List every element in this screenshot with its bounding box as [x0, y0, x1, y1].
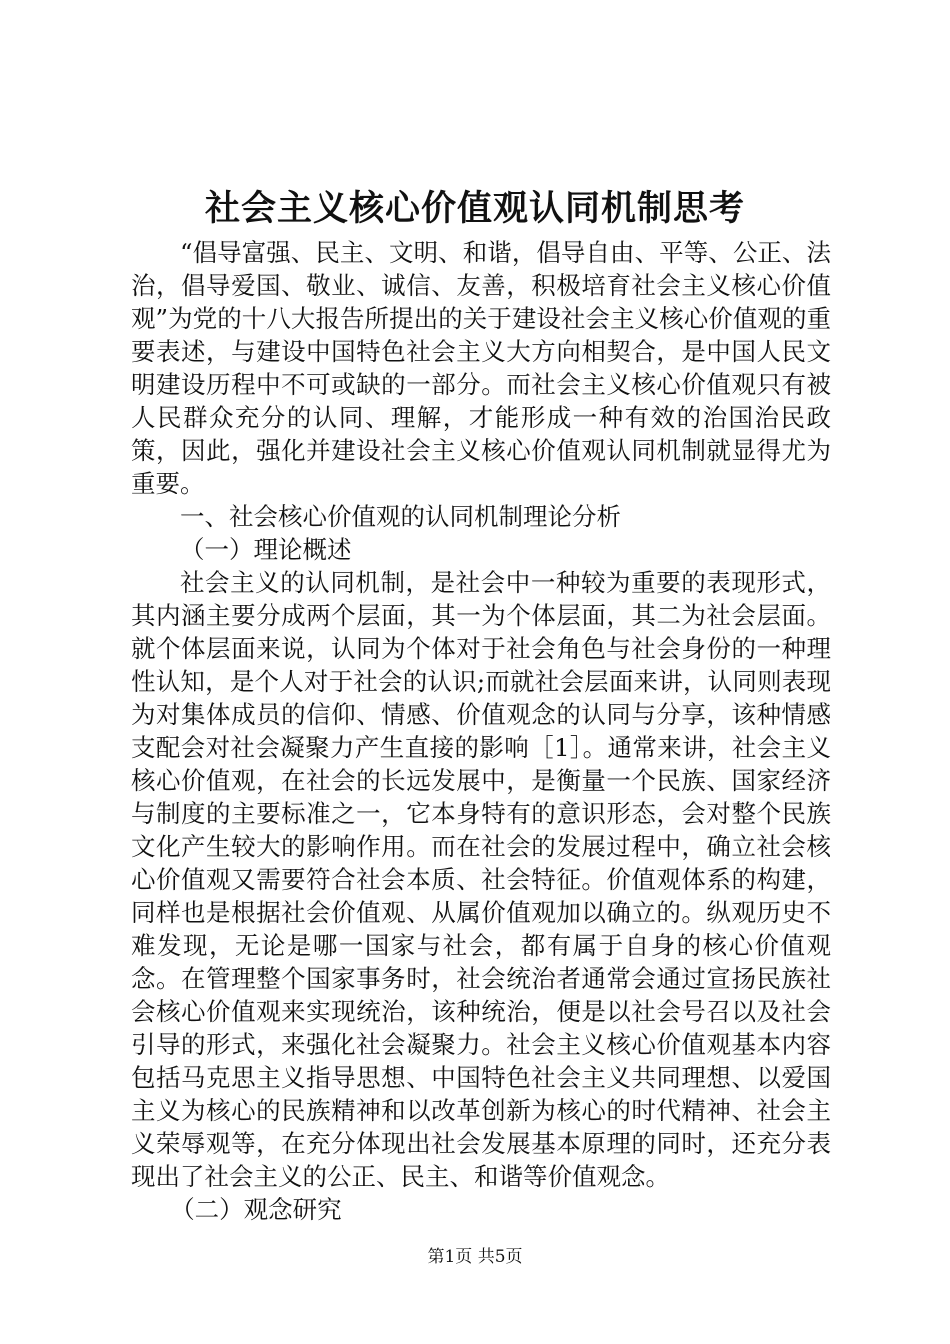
- subsection-heading-2: （二）观念研究: [170, 1195, 342, 1224]
- document-title: 社会主义核心价值观认同机制思考: [204, 188, 745, 229]
- subsection-heading-1: （一）理论概述: [180, 535, 352, 564]
- intro-paragraph: “倡导富强、民主、文明、和谐，倡导自由、平等、公正、法治，倡导爱国、敬业、诚信、友善，积极培育社会主义核心价值观”为党的十八大报告所提出的关于建设社会主义核心价值观的重要表述，与建设中国特色社会主义大方向相契合，是中国人民文明建设历程中不可或缺的一部分。而社会主义核心价值观只有被人民群众充分的认同、理解，才能形成一种有效的治国治民政策，因此，强化并建设社会主义核心价值观认同机制就显得尤为重要。: [131, 238, 831, 498]
- page-footer: 第1页 共5页: [427, 1247, 523, 1267]
- theory-paragraph: 社会主义的认同机制，是社会中一种较为重要的表现形式，其内涵主要分成两个层面，其一为个体层面，其二为社会层面。就个体层面来说，认同为个体对于社会角色与社会身份的一种理性认知，是个人对于社会的认识;而就社会层面来讲，认同则表现为对集体成员的信仰、情感、价值观念的认同与分享，该种情感支配会对社会凝聚力产生直接的影响［1］。通常来讲，社会主义核心价值观，在社会的长远发展中，是衡量一个民族、国家经济与制度的主要标准之一，它本身特有的意识形态，会对整个民族文化产生较大的影响作用。而在社会的发展过程中，确立社会核心价值观又需要符合社会本质、社会特征。价值观体系的构建，同样也是根据社会价值观、从属价值观加以确立的。纵观历史不难发现，无论是哪一国家与社会，都有属于自身的核心价值观念。在管理整个国家事务时，社会统治者通常会通过宣扬民族社会核心价值观来实现统治，该种统治，便是以社会号召以及社会引导的形式，来强化社会凝聚力。社会主义核心价值观基本内容包括马克思主义指导思想、中国特色社会主义共同理想、以爱国主义为核心的民族精神和以改革创新为核心的时代精神、社会主义荣辱观等，在充分体现出社会发展基本原理的同时，还充分表现出了社会主义的公正、民主、和谐等价值观念。: [131, 568, 831, 1191]
- document-body: [131, 236, 831, 1226]
- section-heading-1: 一、社会核心价值观的认同机制理论分析: [180, 502, 621, 531]
